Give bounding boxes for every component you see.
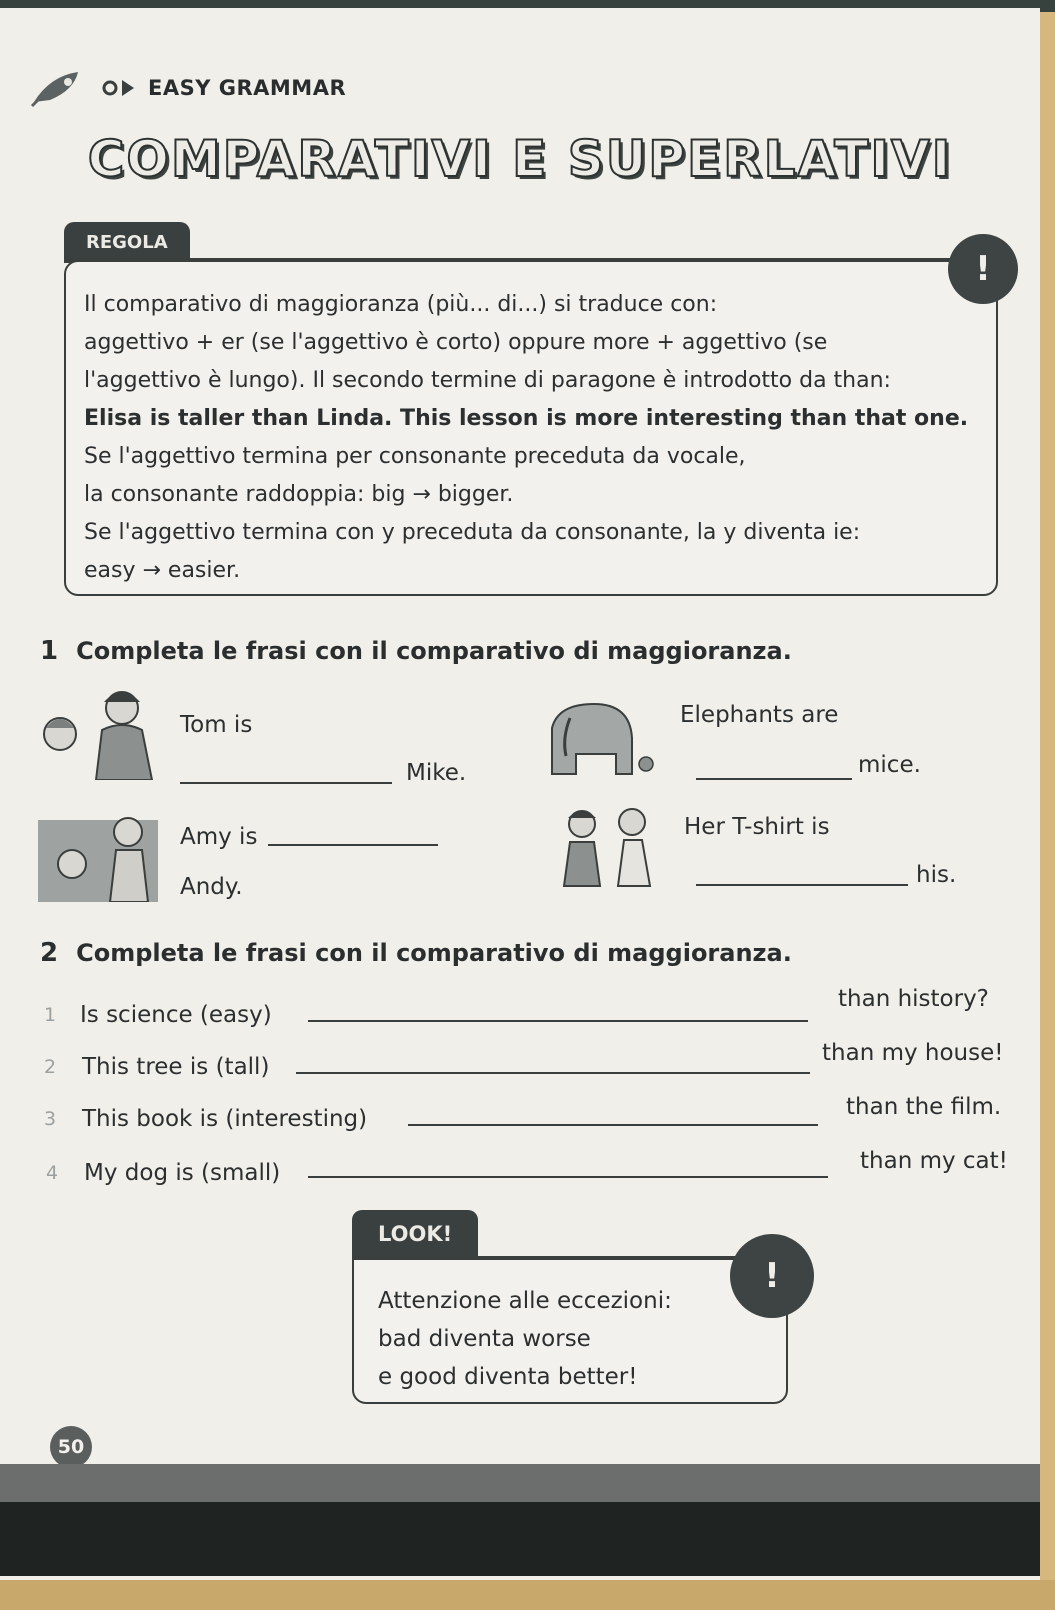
page-title: COMPARATIVI E SUPERLATIVI — [87, 130, 953, 188]
ex1-item4-answer-blank[interactable] — [696, 884, 908, 886]
rule-example-line: Elisa is taller than Linda. This lesson is more interesting than that one. — [84, 406, 969, 431]
ex1-item2-before: Elephants are — [680, 702, 839, 728]
ex2-item3-answer-blank[interactable] — [408, 1124, 818, 1126]
look-alert-icon: ! — [730, 1234, 814, 1318]
tshirt-illustration-icon — [552, 806, 662, 894]
ex1-item2-answer-blank[interactable] — [696, 778, 852, 780]
rule-line-7: Se l'aggettivo termina con y preceduta da consonante, la y diventa ie: — [84, 520, 861, 545]
rule-line-8: easy → easier. — [84, 558, 241, 583]
ex2-item3-prompt: This book is (interesting) — [82, 1106, 368, 1132]
ex1-item1-answer-blank[interactable] — [180, 782, 392, 784]
series-title: EASY GRAMMAR — [148, 76, 347, 100]
alert-icon: ! — [948, 234, 1018, 304]
ex1-item3-answer-blank[interactable] — [268, 844, 438, 846]
rule-tag: REGOLA — [64, 222, 190, 263]
look-line-3: e good diventa better! — [378, 1364, 638, 1390]
rule-line-3: l'aggettivo è lungo). Il secondo termine di paragone è introdotto da than: — [84, 368, 891, 393]
ex1-item4-before: Her T-shirt is — [684, 814, 830, 840]
look-tag: LOOK! — [352, 1210, 478, 1258]
look-line-1: Attenzione alle eccezioni: — [378, 1288, 672, 1314]
table-surface — [0, 1580, 1055, 1610]
rule-line-6: la consonante raddoppia: big → bigger. — [84, 482, 514, 507]
ex2-item4-ending: than my cat! — [860, 1148, 1008, 1174]
rule-box-top-bar — [64, 258, 998, 262]
exercise-2-title — [40, 938, 792, 968]
elephant-mouse-illustration-icon — [546, 698, 662, 778]
ex1-item1-before: Tom is — [180, 712, 253, 738]
look-line-2: bad diventa worse — [378, 1326, 591, 1352]
ex2-item3-ending: than the film. — [846, 1094, 1002, 1120]
ex2-item4-prompt: My dog is (small) — [84, 1160, 281, 1186]
ex1-item2-after: mice. — [858, 752, 921, 778]
exercise-1-title — [40, 636, 792, 666]
ex2-item1-prompt: Is science (easy) — [80, 1002, 272, 1028]
ex2-item1-number: 1 — [44, 1004, 57, 1026]
header — [30, 68, 346, 108]
audio-icon — [102, 77, 136, 99]
rocket-logo-icon — [30, 68, 90, 108]
footer-band — [0, 1464, 1040, 1502]
ex2-item1-ending: than history? — [838, 986, 989, 1012]
ex2-item4-answer-blank[interactable] — [308, 1176, 828, 1178]
exercise-2-number: 2 — [40, 938, 59, 968]
exercise-1-number: 1 — [40, 636, 59, 666]
amy-andy-illustration-icon — [38, 806, 158, 902]
ex1-item4-after: his. — [916, 862, 957, 888]
rule-line-1: Il comparativo di maggioranza (più... di...) si traduce con: — [84, 292, 718, 317]
worksheet-page — [0, 8, 1040, 1600]
rule-line-5: Se l'aggettivo termina per consonante preceduta da vocale, — [84, 444, 746, 469]
rule-line-2: aggettivo + er (se l'aggettivo è corto) oppure more + aggettivo (se — [84, 330, 828, 355]
ex2-item2-prompt: This tree is (tall) — [82, 1054, 270, 1080]
look-box-top-bar — [352, 1256, 788, 1260]
page-number: 50 — [50, 1426, 92, 1468]
ex2-item2-ending: than my house! — [822, 1040, 1004, 1066]
ex2-item1-answer-blank[interactable] — [308, 1020, 808, 1022]
ex2-item3-number: 3 — [44, 1108, 57, 1130]
footer-dark-band — [0, 1502, 1040, 1576]
ex2-item2-number: 2 — [44, 1056, 57, 1078]
exercise-2-instruction: Completa le frasi con il comparativo di maggioranza. — [76, 939, 792, 967]
ex1-item3-after: Andy. — [180, 874, 243, 900]
ex2-item2-answer-blank[interactable] — [296, 1072, 810, 1074]
tom-mike-illustration-icon — [38, 684, 158, 780]
ex1-item1-after: Mike. — [406, 760, 467, 786]
exercise-1-instruction: Completa le frasi con il comparativo di maggioranza. — [76, 637, 792, 665]
ex2-item4-number: 4 — [46, 1162, 59, 1184]
ex1-item3-before: Amy is — [180, 824, 258, 850]
